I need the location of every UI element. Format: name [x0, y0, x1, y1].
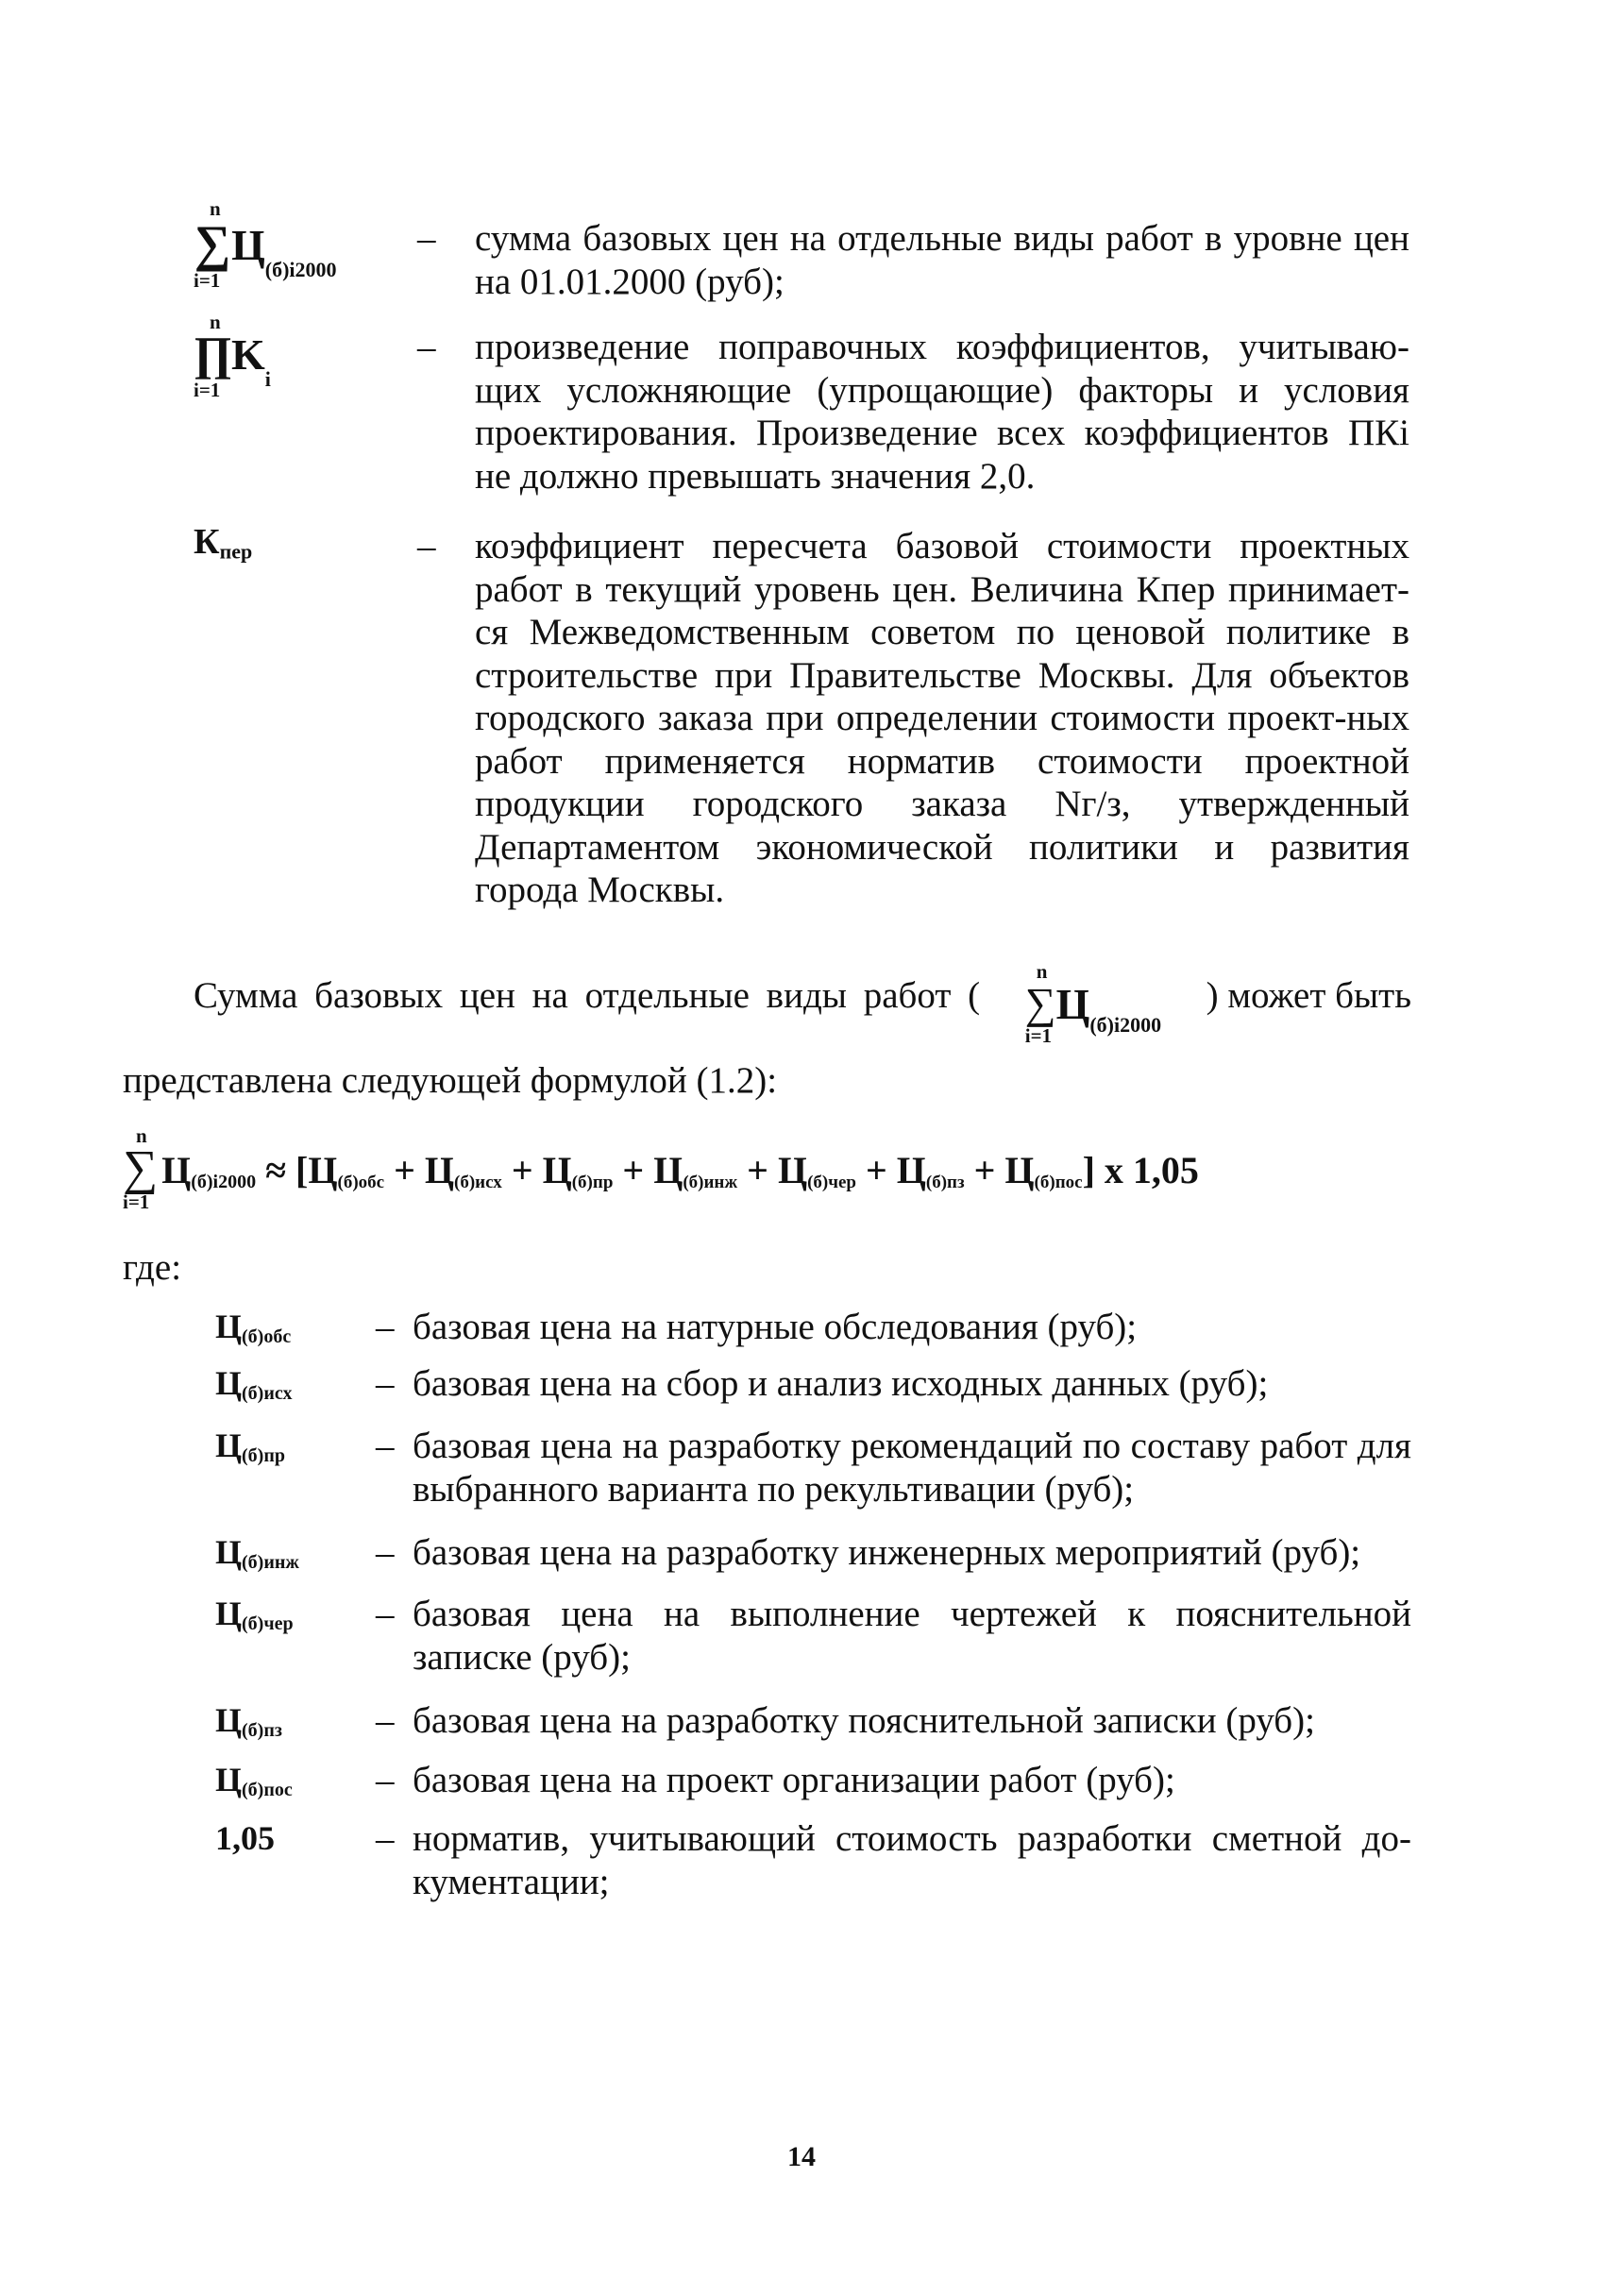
definition-text: сумма базовых цен на отдельные виды работ в уровне цен на 01.01.2000 (руб); [475, 218, 1409, 302]
formula-term: Ц [542, 1149, 572, 1191]
component-symbol: $Ц_{(б)пр}$ [215, 1427, 285, 1466]
formula-term: Ц [896, 1149, 926, 1191]
component-text: базовая цена на натурные обследования (руб); [413, 1307, 1138, 1347]
definition-dash: – [417, 327, 436, 367]
product-symbol: n ∏ K i i=1 [194, 311, 271, 401]
k-per-symbol: $К_{пер}$ [194, 522, 253, 564]
component-text: базовая цена на разработку пояснительной записки (руб); [413, 1700, 1315, 1741]
component-dash: – [376, 1700, 395, 1741]
component-text: базовая цена на сбор и анализ исходных данных (руб); [413, 1363, 1269, 1404]
component-text: базовая цена на разработку инженерных мероприятий (руб); [413, 1532, 1361, 1573]
paragraph-line-2: представлена следующей формулой (1.2): [123, 1060, 778, 1101]
formula-term: Ц [308, 1149, 338, 1191]
component-text: норматив, учитывающий стоимость разработки сметной до-кументации; [413, 1818, 1411, 1902]
sum-operator-icon: ∑ [123, 1141, 159, 1195]
formula-sum: n ∑ i=1 [123, 1124, 159, 1213]
component-symbol: $Ц_{(б)пос}$ [215, 1761, 293, 1800]
page-number: 14 [787, 2141, 816, 2172]
component-dash: – [376, 1307, 395, 1347]
sum-symbol: n ∑ Ц (б)i2000 i=1 [194, 197, 337, 292]
component-symbol: $Ц_{(б)чер}$ [215, 1595, 294, 1634]
component-text: базовая цена на выполнение чертежей к пояснительной записке (руб); [413, 1594, 1411, 1678]
sum-operator-icon: ∑ [194, 215, 231, 272]
where-label: где: [123, 1247, 182, 1288]
paragraph-line-1: Сумма базовых цен на отдельные виды работ ( n ∑ Ц (б)i2000 i=1 ) может быть [194, 960, 1411, 1047]
component-text: базовая цена на разработку рекомендаций по составу работ для выбранного варианта по рекультивации (руб); [413, 1426, 1411, 1510]
component-dash: – [376, 1426, 395, 1466]
sum-operator-icon: ∑ [1024, 979, 1056, 1027]
component-dash: – [376, 1818, 395, 1859]
formula-term: Ц [653, 1149, 683, 1191]
definition-dash: – [417, 218, 436, 259]
component-dash: – [376, 1594, 395, 1634]
formula-lhs: Ц [161, 1149, 192, 1191]
component-dash: – [376, 1760, 395, 1800]
component-text: базовая цена на проект организации работ (руб); [413, 1760, 1175, 1800]
definition-dash: – [417, 526, 436, 566]
formula-term: Ц [424, 1149, 455, 1191]
component-dash: – [376, 1532, 395, 1573]
definition-text: произведение поправочных коэффициентов, учитываю-щих усложняющие (упрощающие) факторы и условия проектирования. Произведение всех коэффициентов ПКi не должно превышать значения 2,0. [475, 327, 1409, 497]
product-operator-icon: ∏ [194, 327, 233, 380]
inline-sum: n ∑ Ц (б)i2000 i=1 [1024, 960, 1162, 1047]
formula-1-2: n ∑ i=1 $Ц_{(б)i2000} \approx [Ц_{(б)обс} + Ц_{(б)исх} + Ц_{(б)пр} + Ц_{(б)инж} + Ц_{(б)чер} + Ц_{(б)пз} + Ц_{(б)пос}]$ x 1,05 [123, 1124, 1199, 1213]
component-symbol: $Ц_{(б)пз}$ [215, 1701, 282, 1741]
definition-text: коэффициент пересчета базовой стоимости проектных работ в текущий уровень цен. Величина Кпер принимает-ся Межведомственным советом по ценовой политике в строительстве при Правительстве Москвы. Для объектов городского заказа при определении стоимости проект-ных работ применяется норматив стоимости проектной продукции городского заказа Nг/з, утвержденный Департаментом экономической политики и развития города Москвы. [475, 526, 1409, 910]
component-dash: – [376, 1363, 395, 1404]
component-symbol: 1,05 [215, 1819, 275, 1857]
component-symbol: $Ц_{(б)обс}$ [215, 1308, 292, 1347]
component-symbol: $Ц_{(б)исх}$ [215, 1364, 293, 1404]
formula-multiplier: x 1,05 [1104, 1149, 1199, 1191]
formula-term: Ц [1004, 1149, 1035, 1191]
approx-sign: ≈ [265, 1149, 287, 1191]
component-symbol: $Ц_{(б)инж}$ [215, 1533, 299, 1573]
formula-term: Ц [777, 1149, 808, 1191]
